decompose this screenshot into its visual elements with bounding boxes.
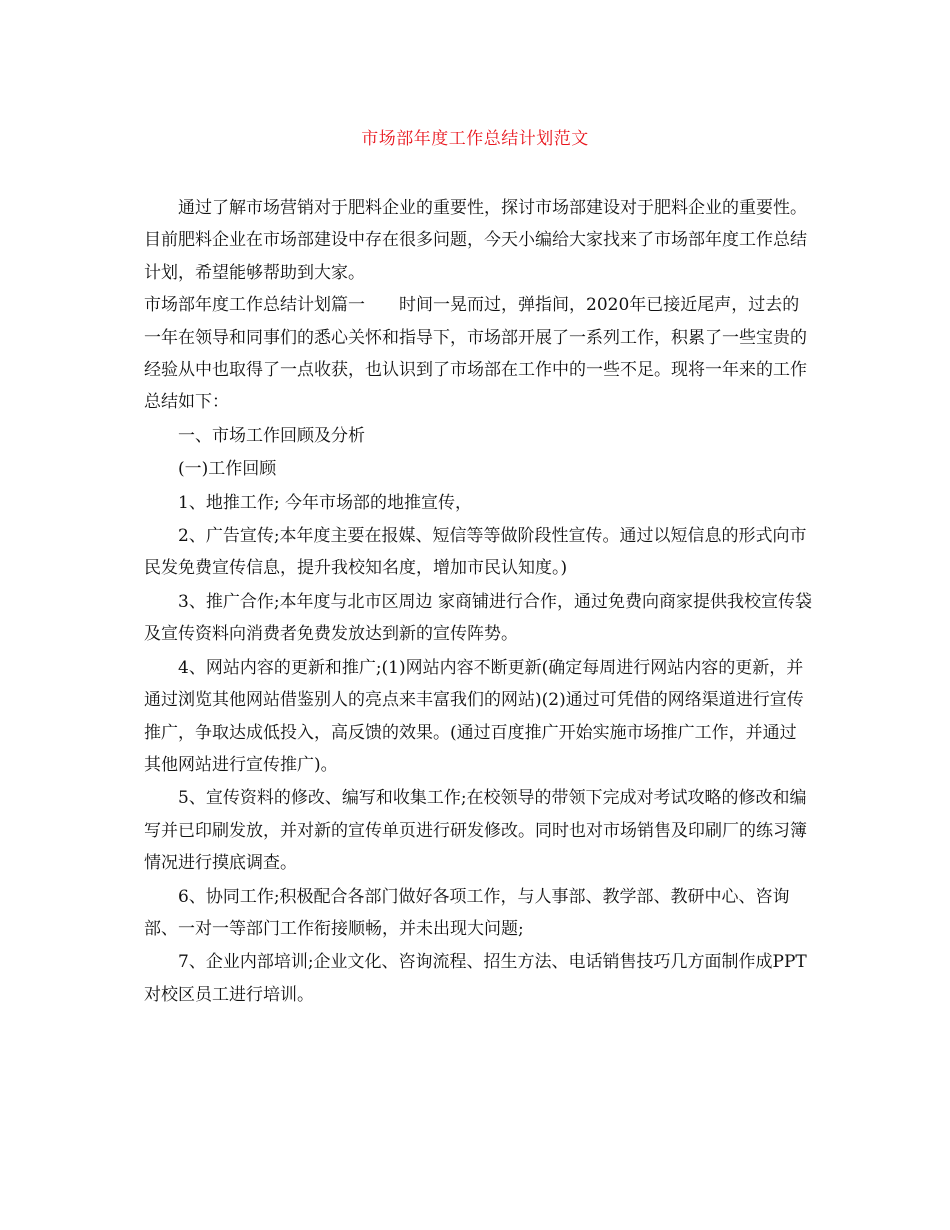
heading-paragraph: 一、市场工作回顾及分析 (178, 425, 365, 446)
list-item: 3、推广合作;本年度与北市区周边 家商铺进行合作，通过免费向商家提供我校宣传袋及宣传资料向消费者免费发放达到新的宣传阵势。 (144, 591, 812, 645)
list-item: 4、网站内容的更新和推广;(1)网站内容不断更新(确定每周进行网站内容的更新，并通过浏览其他网站借鉴别人的亮点来丰富我们的网站)(2)通过可凭借的网络渠道进行宣传推广，争取达成低投入，高反馈的效果。(通过百度推广开始实施市场推广工作，并通过其他网站进行宣传推广)。 (144, 657, 804, 775)
list-item: 7、企业内部培训;企业文化、咨询流程、招生方法、电话销售技巧几方面制作成PPT对校区员工进行培训。 (144, 952, 807, 1005)
subheading-paragraph: (一)工作回顾 (178, 459, 277, 480)
document-body (144, 192, 812, 1011)
list-item: 6、协同工作;积极配合各部门做好各项工作，与人事部、教学部、教研中心、咨询部、一对一等部门工作衔接顺畅，并未出现大问题; (144, 886, 790, 939)
list-item: 2、广告宣传;本年度主要在报媒、短信等等做阶段性宣传。通过以短信息的形式向市民发免费宣传信息，提升我校知名度，增加市民认知度。) (144, 526, 807, 579)
document-title: 市场部年度工作总结计划范文 (361, 129, 589, 149)
section-paragraph: 市场部年度工作总结计划篇一 时间一晃而过，弹指间，2020年已接近尾声，过去的一年在领导和同事们的悉心关怀和指导下，市场部开展了一系列工作，积累了一些宝贵的经验从中也取得了一点收获，也认识到了市场部在工作中的一些不足。现将一年来的工作总结如下： (144, 295, 807, 413)
list-item: 5、宣传资料的修改、编写和收集工作;在校领导的带领下完成对考试攻略的修改和编写并已印刷发放，并对新的宣传单页进行研发修改。同时也对市场销售及印刷厂的练习簿情况进行摸底调查。 (144, 788, 807, 874)
list-item: 1、地推工作; 今年市场部的地推宣传， (178, 492, 472, 513)
intro-paragraph: 通过了解市场营销对于肥料企业的重要性，探讨市场部建设对于肥料企业的重要性。目前肥料企业在市场部建设中存在很多问题，今天小编给大家找来了市场部年度工作总结计划，希望能够帮助到大家。 (144, 198, 807, 283)
